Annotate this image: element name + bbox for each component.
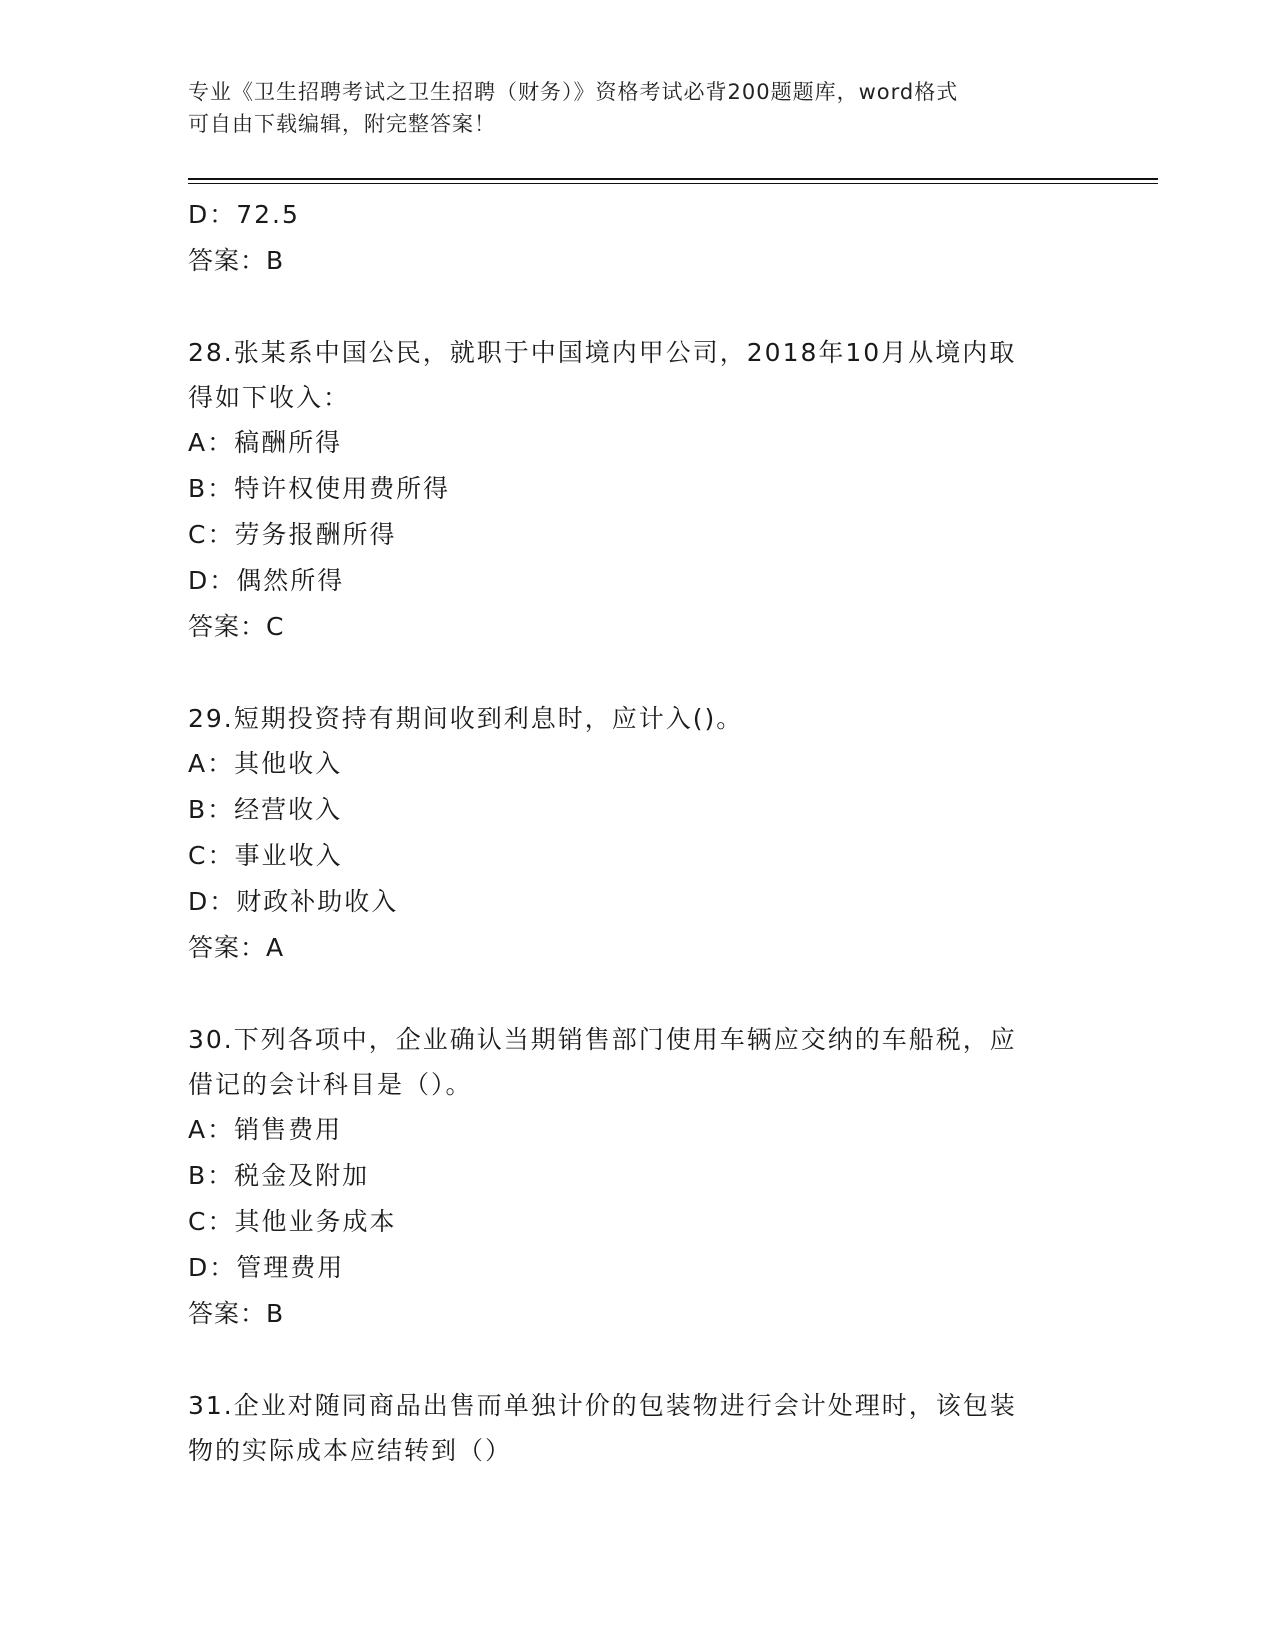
question-stem-line-1: 31.企业对随同商品出售而单独计价的包装物进行会计处理时，该包装 <box>188 1391 1017 1420</box>
question-29 <box>188 696 1088 971</box>
question-stem-line-2: 物的实际成本应结转到（） <box>188 1436 513 1465</box>
question-stem-line-1: 30.下列各项中，企业确认当期销售部门使用车辆应交纳的车船税，应 <box>188 1025 1017 1054</box>
question-stem-line-1: 29.短期投资持有期间收到利息时，应计入()。 <box>188 704 744 733</box>
question-stem-line-2: 得如下收入： <box>188 383 351 412</box>
option-d: D：财政补助收入 <box>188 887 399 916</box>
question-28 <box>188 330 1088 650</box>
question-30 <box>188 1017 1088 1337</box>
option-a: A：其他收入 <box>188 749 343 778</box>
option-d: D：72.5 <box>188 200 300 229</box>
option-d: D：偶然所得 <box>188 566 345 595</box>
option-d: D：管理费用 <box>188 1253 345 1282</box>
option-a: A：稿酬所得 <box>188 428 343 457</box>
question-31 <box>188 1383 1088 1473</box>
option-b: B：特许权使用费所得 <box>188 474 451 503</box>
question-stem <box>188 696 1088 741</box>
option-b: B：经营收入 <box>188 795 343 824</box>
question-stem <box>188 1017 1088 1107</box>
answer: 答案：B <box>188 1299 285 1328</box>
option-a: A：销售费用 <box>188 1115 343 1144</box>
answer: 答案：B <box>188 246 285 275</box>
document-header <box>188 76 1068 140</box>
question-stem-line-1: 28.张某系中国公民，就职于中国境内甲公司，2018年10月从境内取 <box>188 338 1017 367</box>
option-c: C：劳务报酬所得 <box>188 520 397 549</box>
header-divider <box>188 178 1158 184</box>
question-stem-line-2: 借记的会计科目是（）。 <box>188 1070 473 1099</box>
question-stem <box>188 330 1088 420</box>
header-title-line-1: 专业《卫生招聘考试之卫生招聘（财务）》资格考试必背200题题库，word格式 <box>188 80 959 104</box>
option-c: C：其他业务成本 <box>188 1207 397 1236</box>
answer: 答案：C <box>188 612 285 641</box>
question-fragment <box>188 192 1088 284</box>
option-b: B：税金及附加 <box>188 1161 370 1190</box>
question-list <box>188 192 1088 1473</box>
option-c: C：事业收入 <box>188 841 343 870</box>
header-title-line-2: 可自由下载编辑，附完整答案！ <box>188 112 496 136</box>
answer: 答案：A <box>188 933 285 962</box>
question-stem <box>188 1383 1088 1473</box>
